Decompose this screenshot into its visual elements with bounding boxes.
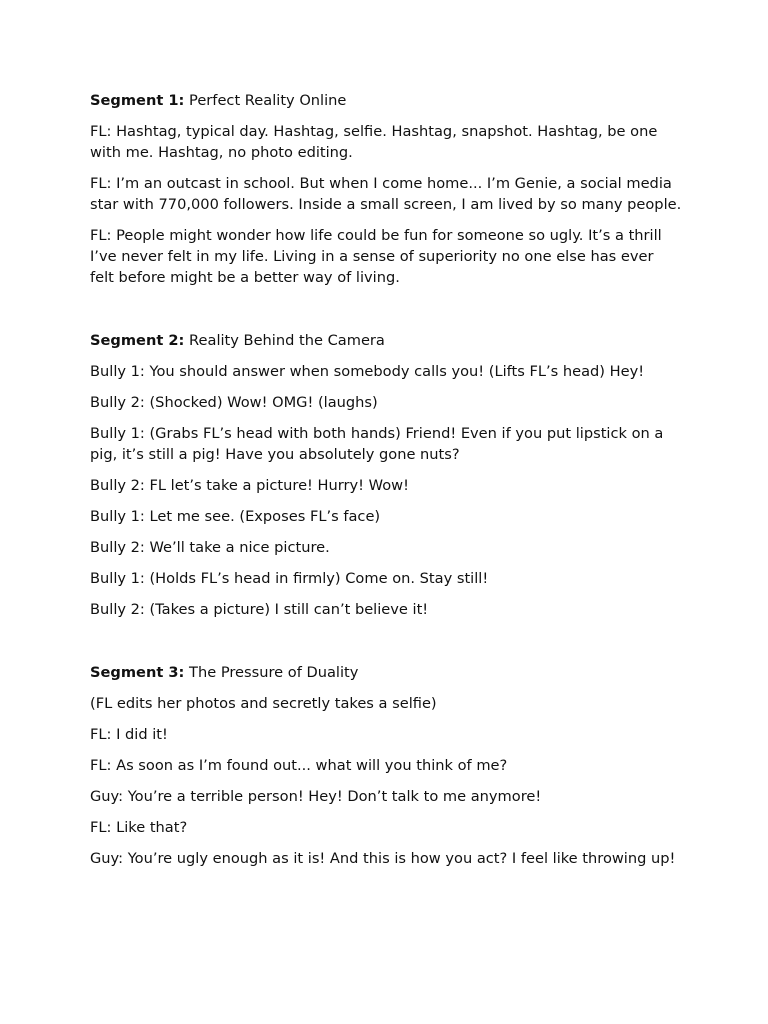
script-line: Bully 2: We’ll take a nice picture. xyxy=(90,539,330,556)
script-line: Guy: You’re ugly enough as it is! And this is how you act? I feel like throwing up! xyxy=(90,850,676,867)
segment-title: Perfect Reality Online xyxy=(189,92,347,109)
segment-label: Segment 2: xyxy=(90,332,185,349)
segment-2 xyxy=(90,330,682,620)
script-line: FL: Hashtag, typical day. Hashtag, selfie. Hashtag, snapshot. Hashtag, be one with me. Hashtag, no photo editing. xyxy=(90,123,658,161)
script-line: Bully 1: Let me see. (Exposes FL’s face) xyxy=(90,508,381,525)
script-line: (FL edits her photos and secretly takes a selfie) xyxy=(90,695,437,712)
segment-heading xyxy=(90,90,682,111)
script-line: FL: Like that? xyxy=(90,819,188,836)
segment-heading xyxy=(90,330,682,351)
script-line: FL: I’m an outcast in school. But when I come home... I’m Genie, a social media star with 770,000 followers. Inside a small screen, I am lived by so many people. xyxy=(90,175,682,213)
script-line: Bully 1: (Grabs FL’s head with both hands) Friend! Even if you put lipstick on a pig, it’s still a pig! Have you absolutely gone nuts? xyxy=(90,425,664,463)
script-line: FL: People might wonder how life could be fun for someone so ugly. It’s a thrill I’ve never felt in my life. Living in a sense of superiority no one else has ever felt before might be a better way of living. xyxy=(90,227,662,286)
segment-1 xyxy=(90,90,682,288)
script-line: FL: I did it! xyxy=(90,726,168,743)
script-line: Bully 2: (Takes a picture) I still can’t believe it! xyxy=(90,601,429,618)
segment-title: Reality Behind the Camera xyxy=(189,332,385,349)
script-line: Bully 2: (Shocked) Wow! OMG! (laughs) xyxy=(90,394,378,411)
segment-heading xyxy=(90,662,682,683)
segment-label: Segment 1: xyxy=(90,92,185,109)
document-page xyxy=(90,90,682,911)
segment-3 xyxy=(90,662,682,869)
script-line: Bully 1: You should answer when somebody calls you! (Lifts FL’s head) Hey! xyxy=(90,363,645,380)
segment-label: Segment 3: xyxy=(90,664,185,681)
segment-title: The Pressure of Duality xyxy=(189,664,359,681)
script-line: Bully 1: (Holds FL’s head in firmly) Come on. Stay still! xyxy=(90,570,489,587)
script-line: Bully 2: FL let’s take a picture! Hurry! Wow! xyxy=(90,477,409,494)
script-line: Guy: You’re a terrible person! Hey! Don’t talk to me anymore! xyxy=(90,788,542,805)
script-line: FL: As soon as I’m found out... what will you think of me? xyxy=(90,757,508,774)
